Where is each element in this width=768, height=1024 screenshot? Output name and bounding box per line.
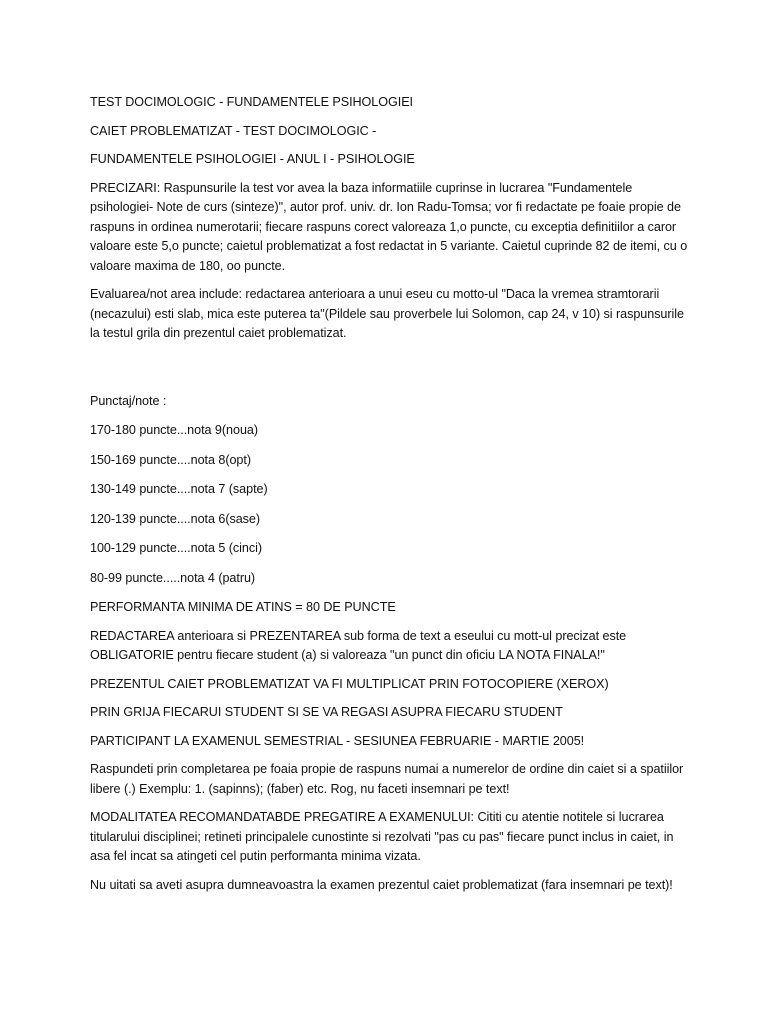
modalitatea-paragraph: MODALITATEA RECOMANDATABDE PREGATIRE A EXAMENULUI: Cititi cu atentie notitele si lucrarea titularului disciplinei; retineti principalele cunostinte si rezolvati "pas cu pas" fiecare punct inclus in caiet, in asa fel incat sa atingeti cel putin performanta minima vizata. (90, 810, 674, 863)
title-heading: TEST DOCIMOLOGIC - FUNDAMENTELE PSIHOLOGIEI (90, 95, 414, 109)
course-heading: FUNDAMENTELE PSIHOLOGIEI - ANUL I - PSIHOLOGIE (90, 152, 415, 166)
prin-grija-line: PRIN GRIJA FIECARUI STUDENT SI SE VA REGASI ASUPRA FIECARU STUDENT (90, 705, 563, 719)
nu-uitati-paragraph: Nu uitati sa aveti asupra dumneavoastra la examen prezentul caiet problematizat (fara insemnari pe text)! (90, 877, 673, 892)
redactarea-paragraph: REDACTAREA anterioara si PREZENTAREA sub forma de text a eseului cu mott-ul precizat este OBLIGATORIE pentru fiecare student (a) si valoreaza "un punct din oficiu LA NOTA FINALA!" (90, 628, 627, 662)
grade-line: 100-129 puncte....nota 5 (cinci) (90, 541, 263, 555)
raspundeti-paragraph: Raspundeti prin completarea pe foaia propie de raspuns numai a numerelor de ordine din caiet si a spatiilor libere (.) Exemplu: 1. (sapinns); (faber) etc. Rog, nu faceti insemnari pe text! (90, 762, 684, 796)
grade-line: 80-99 puncte.....nota 4 (patru) (90, 570, 256, 585)
evaluarea-paragraph: Evaluarea/not area include: redactarea anterioara a unui eseu cu motto-ul "Daca la vremea stramtorarii (necazului) esti slab, mica este puterea ta"(Pildele sau proverbele lui Solomon, cap 24, v 10) si raspunsurile la testul grila din prezentul caiet problematizat. (90, 287, 684, 340)
document-body (90, 93, 690, 904)
grade-line: 130-149 puncte....nota 7 (sapte) (90, 482, 268, 496)
prezentul-line: PREZENTUL CAIET PROBLEMATIZAT VA FI MULTIPLICAT PRIN FOTOCOPIERE (XEROX) (90, 676, 609, 691)
participant-line: PARTICIPANT LA EXAMENUL SEMESTRIAL - SESIUNEA FEBRUARIE - MARTIE 2005! (90, 733, 585, 748)
spacer (90, 353, 690, 392)
punctaj-title: Punctaj/note : (90, 393, 167, 408)
grade-line: 120-139 puncte....nota 6(sase) (90, 511, 261, 526)
subtitle-heading: CAIET PROBLEMATIZAT - TEST DOCIMOLOGIC - (90, 123, 377, 138)
grade-line: 170-180 puncte...nota 9(noua) (90, 423, 258, 437)
precizari-paragraph: PRECIZARI: Raspunsurile la test vor avea la baza informatiile cuprinse in lucrarea "Fundamentele psihologiei- Note de curs (sinteze)", autor prof. univ. dr. Ion Radu-Tomsa; vor fi redactate pe foaie propie de raspuns in ordinea numerotarii; fiecare raspuns corect valoreaza 1,o puncte, cu exceptia definitiilor a caror valoare este 5,o puncte; caietul problematizat a fost redactat in 5 variante. Caietul cuprinde 82 de itemi, cu o valoare maxima de 180, oo puncte. (90, 180, 688, 273)
grades-list (90, 392, 690, 589)
grade-line: 150-169 puncte....nota 8(opt) (90, 452, 251, 467)
performanta-line: PERFORMANTA MINIMA DE ATINS = 80 DE PUNCTE (90, 600, 396, 614)
